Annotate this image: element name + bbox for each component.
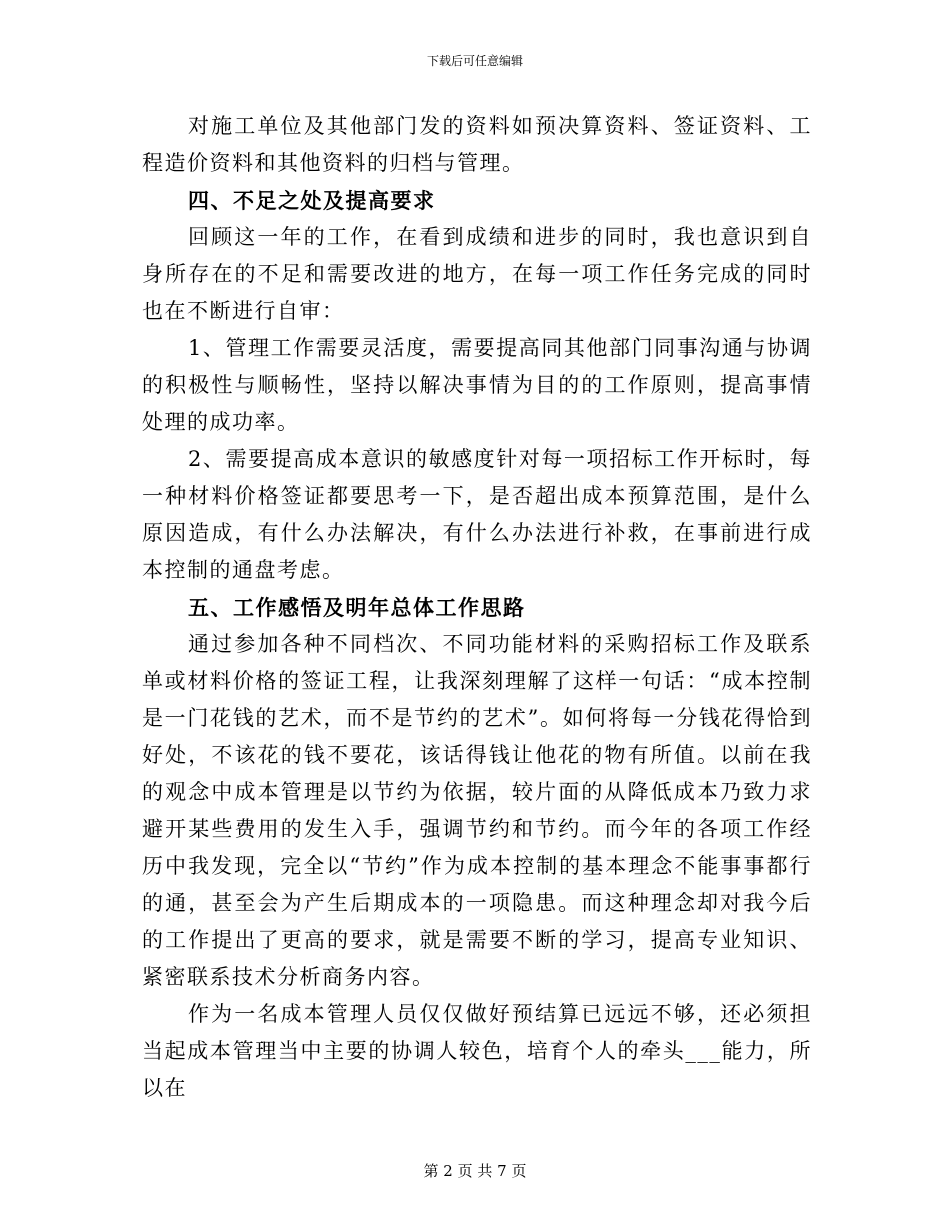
paragraph-cost-control: 通过参加各种不同档次、不同功能材料的采购招标工作及联系单或材料价格的签证工程，让我深刻理解了这样一句话：“成本控制是一门花钱的艺术，而不是节约的艺术”。如何将每一分钱花得恰到好处，不该花的钱不要花，该话得钱让他花的物有所值。以前在我的观念中成本管理是以节约为依据，较片面的从降低成本乃致力求避开某些费用的发生入手，强调节约和节约。而今年的各项工作经历中我发现，完全以“节约”作为成本控制的基本理念不能事事都行的通，甚至会为产生后期成本的一项隐患。而这种理念却对我今后的工作提出了更高的要求，就是需要不断的学习，提高专业知识、紧密联系技术分析商务内容。 bbox=[142, 632, 812, 989]
paragraph-coordinator: 作为一名成本管理人员仅仅做好预结算已远远不够，还必须担当起成本管理当中主要的协调人较色，培育个人的牵头___能力，所以在 bbox=[142, 1002, 812, 1100]
header-note: 下载后可任意编辑 bbox=[426, 54, 523, 68]
document-body bbox=[142, 108, 812, 1107]
paragraph-item-1: 1、管理工作需要灵活度，需要提高同其他部门同事沟通与协调的积极性与顺畅性，坚持以解决事情为目的的工作原则，提高事情处理的成功率。 bbox=[142, 336, 812, 434]
page-number: 第 2 页 共 7 页 bbox=[423, 1162, 527, 1180]
section-heading-reflections: 五、工作感悟及明年总体工作思路 bbox=[188, 595, 526, 620]
section-heading-shortcomings: 四、不足之处及提高要求 bbox=[188, 188, 436, 213]
paragraph-item-2: 2、需要提高成本意识的敏感度针对每一项招标工作开标时，每一种材料价格签证都要思考一下，是否超出成本预算范围，是什么原因造成，有什么办法解决，有什么办法进行补救，在事前进行成本控制的通盘考虑。 bbox=[142, 447, 812, 582]
paragraph-review: 回顾这一年的工作，在看到成绩和进步的同时，我也意识到自身所存在的不足和需要改进的地方，在每一项工作任务完成的同时也在不断进行自审： bbox=[142, 225, 812, 323]
paragraph-archiving: 对施工单位及其他部门发的资料如预决算资料、签证资料、工程造价资料和其他资料的归档与管理。 bbox=[142, 114, 812, 175]
